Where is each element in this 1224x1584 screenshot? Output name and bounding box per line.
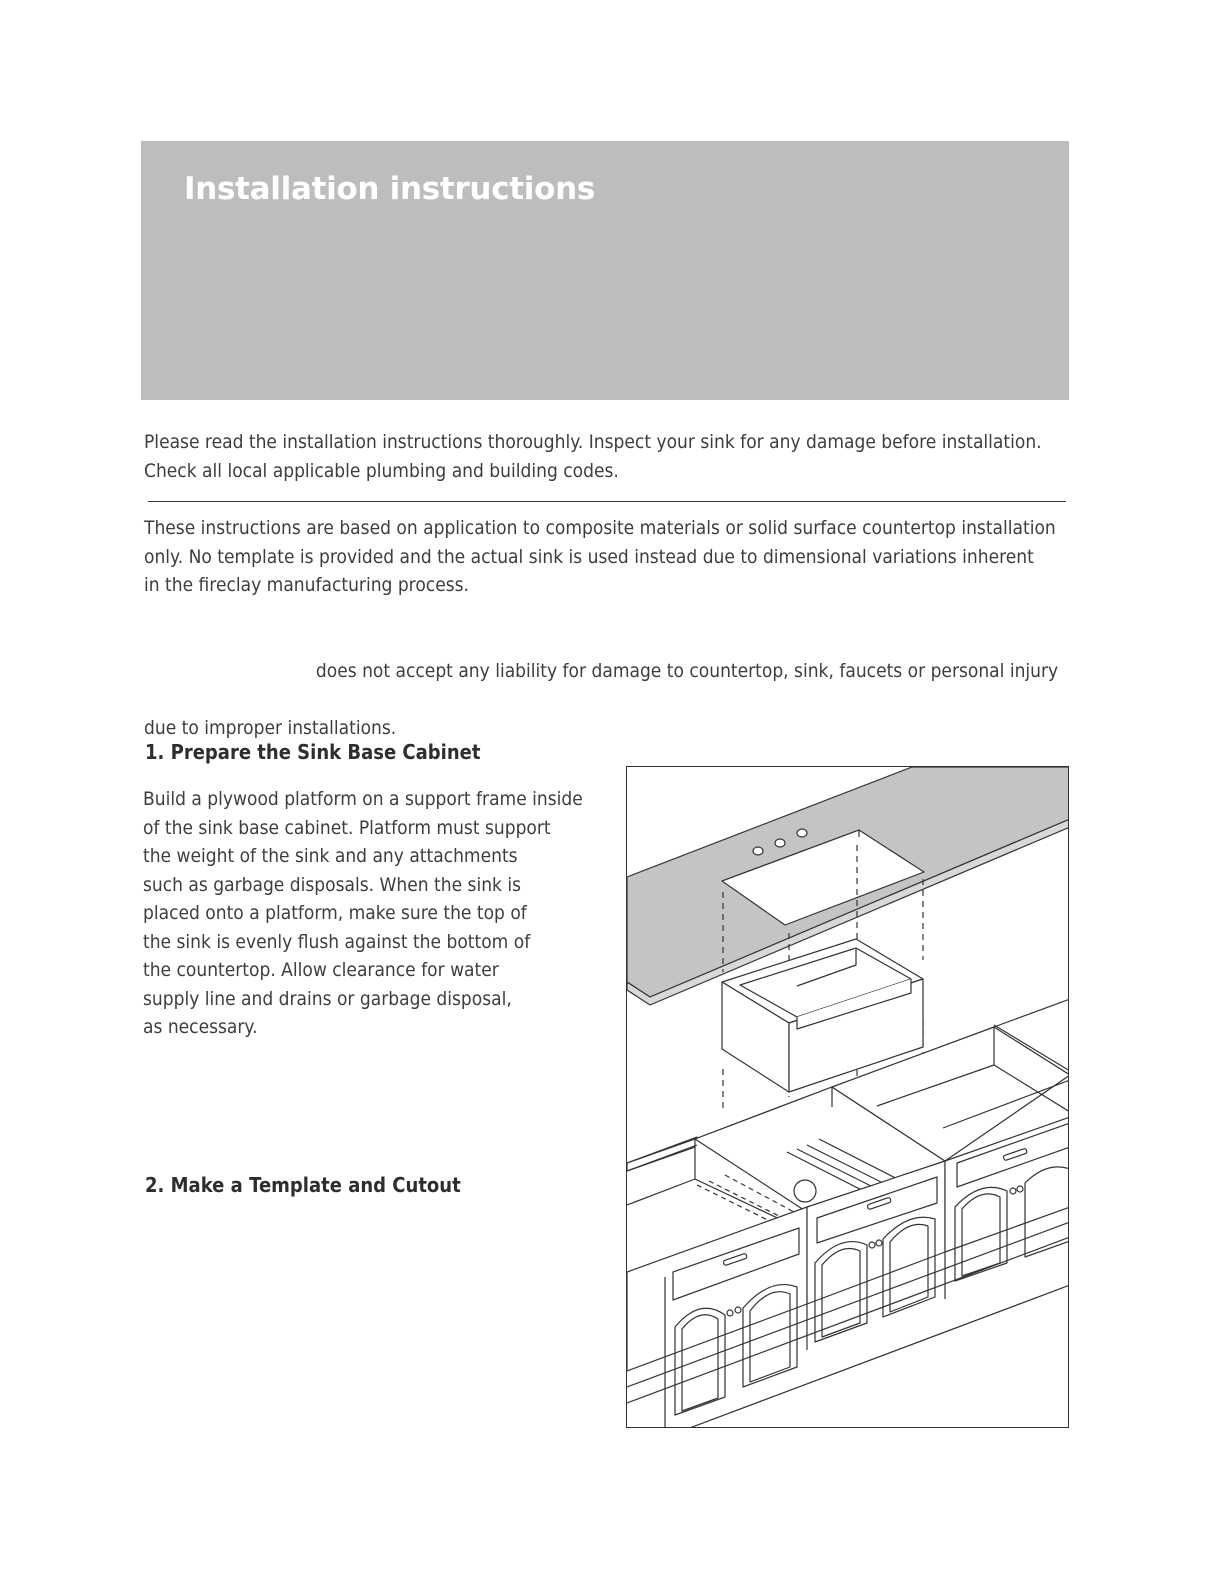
cabinet-sink-illustration <box>626 766 1069 1428</box>
liability-line-1: does not accept any liability for damage to countertop, sink, faucets or personal injury <box>315 659 1059 682</box>
step-1-line: the sink is evenly flush against the bottom of <box>143 930 531 953</box>
liability-line-2: due to improper installations. <box>144 716 397 739</box>
step-1-body <box>143 785 598 1042</box>
step-1-line: the weight of the sink and any attachments <box>143 845 518 867</box>
scope-paragraph: These instructions are based on application to composite materials or solid surface countertop installation only. No template is provided and the actual sink is used instead due to dimensional variations inherent in the fireclay manufacturing process. <box>144 517 1056 596</box>
step-1-line: supply line and drains or garbage disposal, <box>143 987 512 1010</box>
drain-icon <box>794 1180 816 1202</box>
divider <box>148 501 1066 502</box>
faucet-hole-icon <box>775 839 785 847</box>
step-1-line: as necessary. <box>143 1016 258 1038</box>
step-1-heading: 1. Prepare the Sink Base Cabinet <box>145 740 481 764</box>
step-1-line: placed onto a platform, make sure the top of <box>143 902 527 924</box>
exploded-view-drawing <box>627 767 1069 1428</box>
intro-paragraph: Please read the installation instructions thoroughly. Inspect your sink for any damage before installation. Check all local applicable plumbing and building codes. <box>144 431 1042 482</box>
step-1-line: the countertop. Allow clearance for water <box>143 959 499 981</box>
liability-paragraph <box>144 628 1071 742</box>
step-1-line: of the sink base cabinet. Platform must support <box>143 816 551 839</box>
step-2-heading: 2. Make a Template and Cutout <box>145 1173 461 1197</box>
faucet-hole-icon <box>797 829 807 837</box>
faucet-hole-icon <box>753 847 763 855</box>
step-1-line: Build a plywood platform on a support frame inside <box>143 788 583 810</box>
page-title: Installation instructions <box>184 171 596 207</box>
step-1-line: such as garbage disposals. When the sink is <box>143 873 522 896</box>
header-band <box>141 141 1069 400</box>
